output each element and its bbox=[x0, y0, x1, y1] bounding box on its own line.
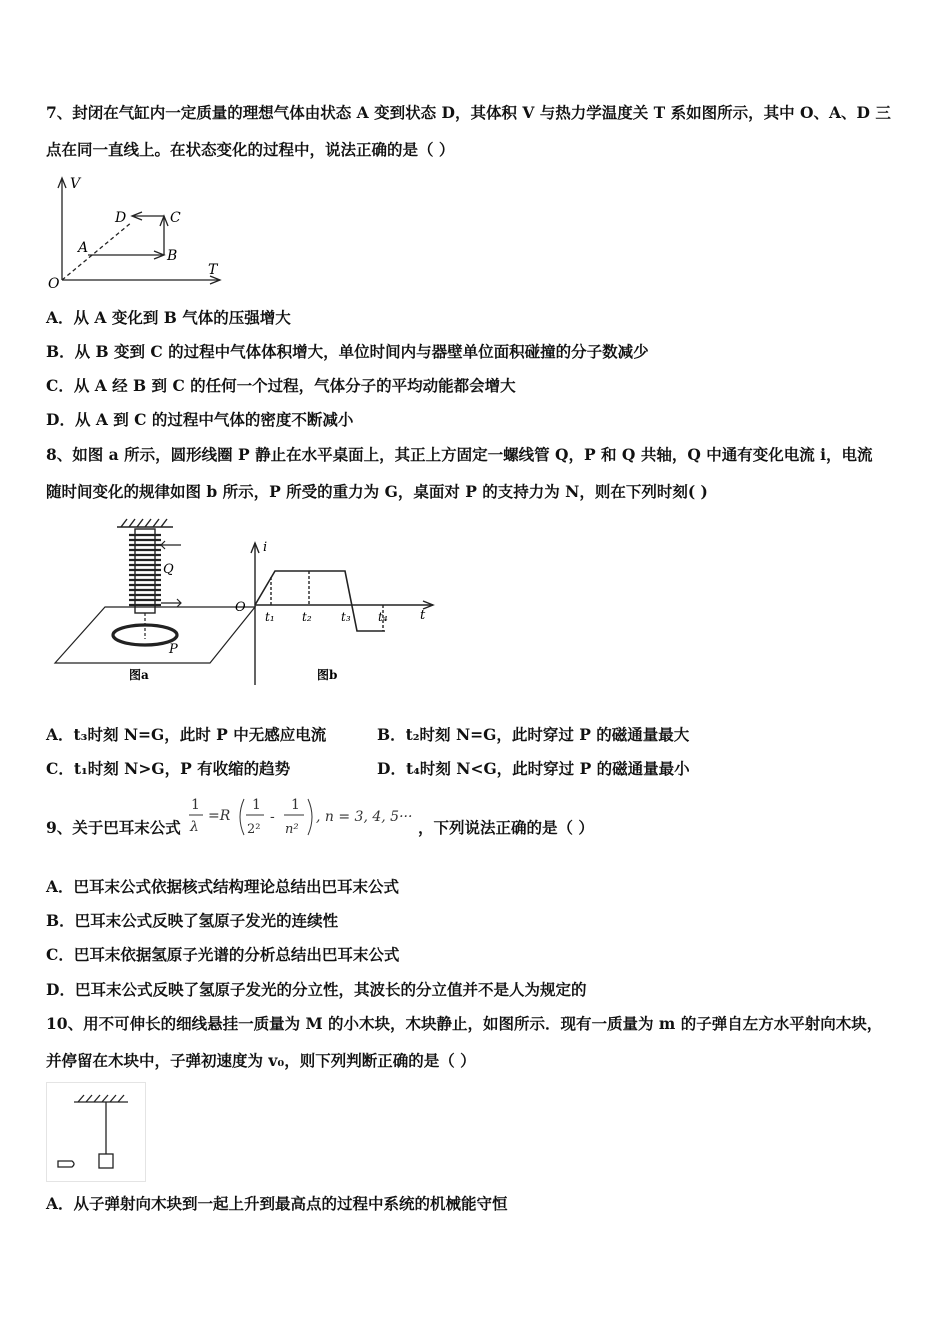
q8-table bbox=[55, 607, 255, 663]
q7-option-b: B．从 B 变到 C 的过程中气体体积增大，单位时间内与器壁单位面积碰撞的分子数减少 bbox=[46, 342, 649, 361]
q8-figure-a bbox=[55, 519, 255, 682]
q10-wood-block bbox=[99, 1154, 113, 1168]
q8-caption-b: 图b bbox=[317, 668, 338, 682]
q7-label-a: A bbox=[78, 240, 89, 256]
q10-option-a: A．从子弹射向木块到一起上升到最高点的过程中系统的机械能守恒 bbox=[46, 1194, 508, 1213]
formula-one-b: 1 bbox=[291, 797, 300, 813]
q8-option-c: C．t₁时刻 N>G，P 有收缩的趋势 bbox=[46, 759, 291, 778]
q9-stem-prefix: 9、关于巴耳末公式 bbox=[46, 818, 181, 837]
q7-vt-diagram bbox=[40, 170, 240, 295]
q7-label-o: O bbox=[48, 276, 60, 292]
q9-stem-suffix: ，下列说法正确的是（ ） bbox=[418, 818, 594, 837]
q8-figures bbox=[45, 515, 445, 690]
q9-option-d: D．巴耳末公式反映了氢原子发光的分立性，其波长的分立值并不是人为规定的 bbox=[46, 980, 587, 999]
q10-pendulum-figure bbox=[46, 1082, 146, 1182]
q7-oad-dashed-line bbox=[62, 222, 132, 280]
q8-caption-a: 图a bbox=[129, 668, 149, 682]
formula-lambda: λ bbox=[190, 819, 199, 835]
q7-option-d: D．从 A 到 C 的过程中气体的密度不断减小 bbox=[46, 410, 354, 429]
formula-one-a: 1 bbox=[252, 797, 261, 813]
q8-label-i: i bbox=[263, 540, 268, 555]
q7-label-t: T bbox=[208, 262, 218, 278]
q8-option-a: A．t₃时刻 N=G，此时 P 中无感应电流 bbox=[46, 725, 327, 744]
formula-minus: - bbox=[270, 809, 275, 825]
formula-n-values: , n = 3, 4, 5··· bbox=[316, 809, 413, 825]
q8-option-b: B．t₂时刻 N=G，此时穿过 P 的磁通量最大 bbox=[377, 725, 690, 744]
q9-option-a: A．巴耳末公式依据核式结构理论总结出巴耳末公式 bbox=[46, 877, 400, 896]
q9-balmer-formula bbox=[186, 793, 416, 841]
q8-label-t3: t₃ bbox=[341, 610, 351, 624]
q8-label-t4: t₄ bbox=[378, 610, 388, 624]
q8-label-q: Q bbox=[163, 562, 174, 577]
formula-one-num: 1 bbox=[191, 797, 200, 813]
q8-stem-line2: 随时间变化的规律如图 b 所示，P 所受的重力为 G，桌面对 P 的支持力为 N，则在下列时刻( ) bbox=[46, 482, 708, 501]
q7-stem-line1: 7、封闭在气缸内一定质量的理想气体由状态 A 变到状态 D，其体积 V 与热力学温度关 T 系如图所示，其中 O、A、D 三 bbox=[46, 103, 891, 122]
q8-figure-b bbox=[235, 540, 433, 685]
formula-two-sq: 2² bbox=[247, 822, 261, 837]
q8-label-o: O bbox=[235, 600, 246, 615]
q8-label-t: t bbox=[420, 608, 426, 623]
formula-eq-r: =R bbox=[208, 808, 231, 824]
q8-label-p: P bbox=[169, 642, 178, 657]
q8-label-t2: t₂ bbox=[302, 610, 312, 624]
q8-option-d: D．t₄时刻 N<G，此时穿过 P 的磁通量最小 bbox=[377, 759, 690, 778]
q10-stem-line2: 并停留在木块中，子弹初速度为 v₀，则下列判断正确的是（ ） bbox=[46, 1051, 476, 1070]
q7-label-d: D bbox=[115, 210, 127, 226]
q7-label-c: C bbox=[170, 210, 181, 226]
formula-n-sq: n² bbox=[285, 822, 299, 837]
q7-label-b: B bbox=[167, 248, 178, 264]
q7-label-v: V bbox=[70, 176, 81, 192]
q8-solenoid-q-coils bbox=[129, 535, 161, 605]
q7-option-c: C．从 A 经 B 到 C 的任何一个过程，气体分子的平均动能都会增大 bbox=[46, 376, 516, 395]
q10-bullet bbox=[58, 1161, 74, 1167]
q9-option-c: C．巴耳末依据氢原子光谱的分析总结出巴耳末公式 bbox=[46, 945, 400, 964]
q8-label-t1: t₁ bbox=[265, 610, 275, 624]
q7-option-a: A．从 A 变化到 B 气体的压强增大 bbox=[46, 308, 291, 327]
q10-stem-line1: 10、用不可伸长的细线悬挂一质量为 M 的小木块，木块静止，如图所示．现有一质量为 m 的子弹自左方水平射向木块， bbox=[46, 1014, 883, 1033]
q9-option-b: B．巴耳末公式反映了氢原子发光的连续性 bbox=[46, 911, 339, 930]
q8-stem-line1: 8、如图 a 所示，圆形线圈 P 静止在水平桌面上，其正上方固定一螺线管 Q，P 和 Q 共轴，Q 中通有变化电流 i，电流 bbox=[46, 445, 873, 464]
q7-stem-line2: 点在同一直线上。在状态变化的过程中，说法正确的是（ ） bbox=[46, 140, 455, 159]
